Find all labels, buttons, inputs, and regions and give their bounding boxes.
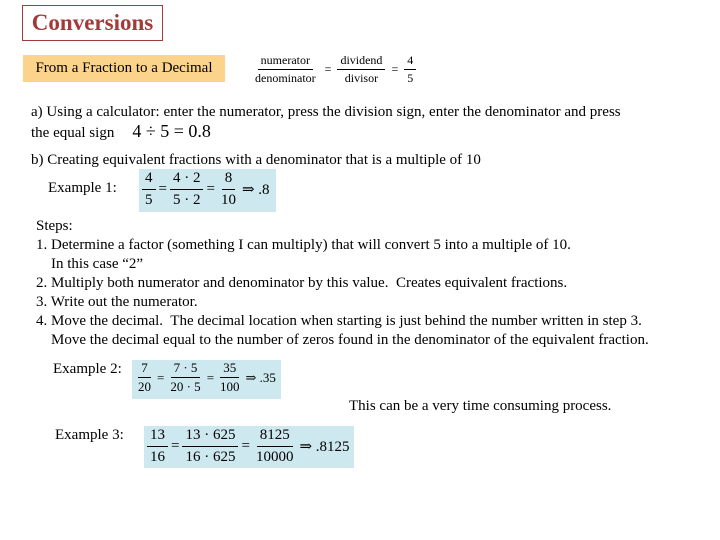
- fraction-denominator: 20 · 5: [170, 379, 201, 395]
- fraction: [217, 361, 243, 395]
- implies-result: ⇒ .8: [241, 181, 270, 198]
- time-consuming-note: This can be a very time consuming process.: [349, 398, 612, 414]
- definition-formula: [252, 54, 416, 85]
- steps-heading: Steps:: [36, 218, 73, 234]
- fraction: [182, 427, 238, 465]
- equals-sign: =: [324, 62, 332, 77]
- fraction-denominator: 10: [220, 191, 236, 208]
- section-subtitle: From a Fraction to a Decimal: [23, 55, 225, 82]
- step-line: In this case “2”: [36, 256, 144, 272]
- fraction-denominator: 5: [407, 71, 414, 86]
- part-a-line1: a) Using a calculator: enter the numerator, press the division sign, enter the denominator and press: [31, 104, 621, 120]
- calculator-expression: 4 ÷ 5 = 0.8: [132, 121, 211, 141]
- divisor-term: divisor: [344, 71, 379, 86]
- step-line: 3. Write out the numerator.: [36, 294, 198, 310]
- fraction-numerator: 7 · 5: [171, 361, 201, 378]
- equals-sign: =: [241, 437, 250, 454]
- fraction-denominator: 5: [145, 191, 153, 208]
- fraction: [253, 427, 297, 465]
- step-line: Move the decimal equal to the number of zeros found in the denominator of the equivalent fraction.: [36, 332, 649, 348]
- fraction-numerator: 13 · 625: [182, 427, 238, 447]
- fraction: [147, 427, 168, 465]
- fraction-numerator: 8125: [257, 427, 293, 447]
- example-3-math: [144, 426, 354, 468]
- fraction-denominator: 5 · 2: [172, 191, 201, 208]
- step-line: 2. Multiply both numerator and denominator by this value. Creates equivalent fractions.: [36, 275, 568, 291]
- step-line: 4. Move the decimal. The decimal location when starting is just behind the number written in step 3.: [36, 313, 642, 329]
- equals-sign: =: [206, 180, 215, 197]
- part-a-line2: [31, 122, 211, 143]
- fraction-numerator: 4: [142, 170, 156, 190]
- equals-sign: =: [206, 369, 215, 385]
- dividend-term: dividend: [337, 54, 385, 70]
- fraction: [218, 170, 239, 208]
- fraction-numerator: 35: [220, 361, 239, 378]
- equals-sign: =: [158, 180, 167, 197]
- equals-sign: =: [171, 437, 180, 454]
- fraction-numerator: 4 · 2: [170, 170, 204, 190]
- equals-sign: =: [391, 62, 399, 77]
- fraction: [142, 170, 156, 208]
- example-2-label: Example 2:: [53, 361, 122, 377]
- fraction-denominator: 10000: [255, 448, 294, 465]
- fraction-numerator-denominator: [252, 54, 319, 85]
- fraction-numerator: 13: [147, 427, 168, 447]
- numerator-term: numerator: [258, 54, 313, 70]
- example-3-label: Example 3:: [55, 427, 124, 443]
- fraction-denominator: 100: [220, 379, 240, 395]
- fraction: [170, 170, 204, 208]
- part-b-heading: b) Creating equivalent fractions with a denominator that is a multiple of 10: [31, 152, 481, 168]
- fraction-denominator: 16: [150, 448, 165, 465]
- fraction-denominator: 16 · 625: [185, 448, 236, 465]
- implies-result: ⇒ .8125: [299, 438, 350, 455]
- fraction: [167, 361, 203, 395]
- fraction-numerator: 4: [404, 54, 416, 70]
- fraction-numerator: 8: [222, 170, 236, 190]
- fraction-denominator: 20: [138, 379, 151, 395]
- fraction-numerator: 7: [138, 361, 151, 378]
- implies-result: ⇒ .35: [245, 369, 276, 385]
- equals-sign: =: [157, 369, 165, 385]
- fraction: [135, 361, 154, 395]
- fraction-example: [404, 54, 416, 85]
- page-title: Conversions: [22, 5, 163, 41]
- step-line: 1. Determine a factor (something I can multiply) that will convert 5 into a multiple of 10.: [36, 237, 571, 253]
- example-2-math: [132, 360, 281, 399]
- denominator-term: denominator: [255, 71, 316, 86]
- example-1-math: [139, 169, 276, 212]
- part-a-line2-text: the equal sign: [31, 125, 115, 141]
- fraction-dividend-divisor: [337, 54, 385, 85]
- example-1-label: Example 1:: [48, 180, 117, 196]
